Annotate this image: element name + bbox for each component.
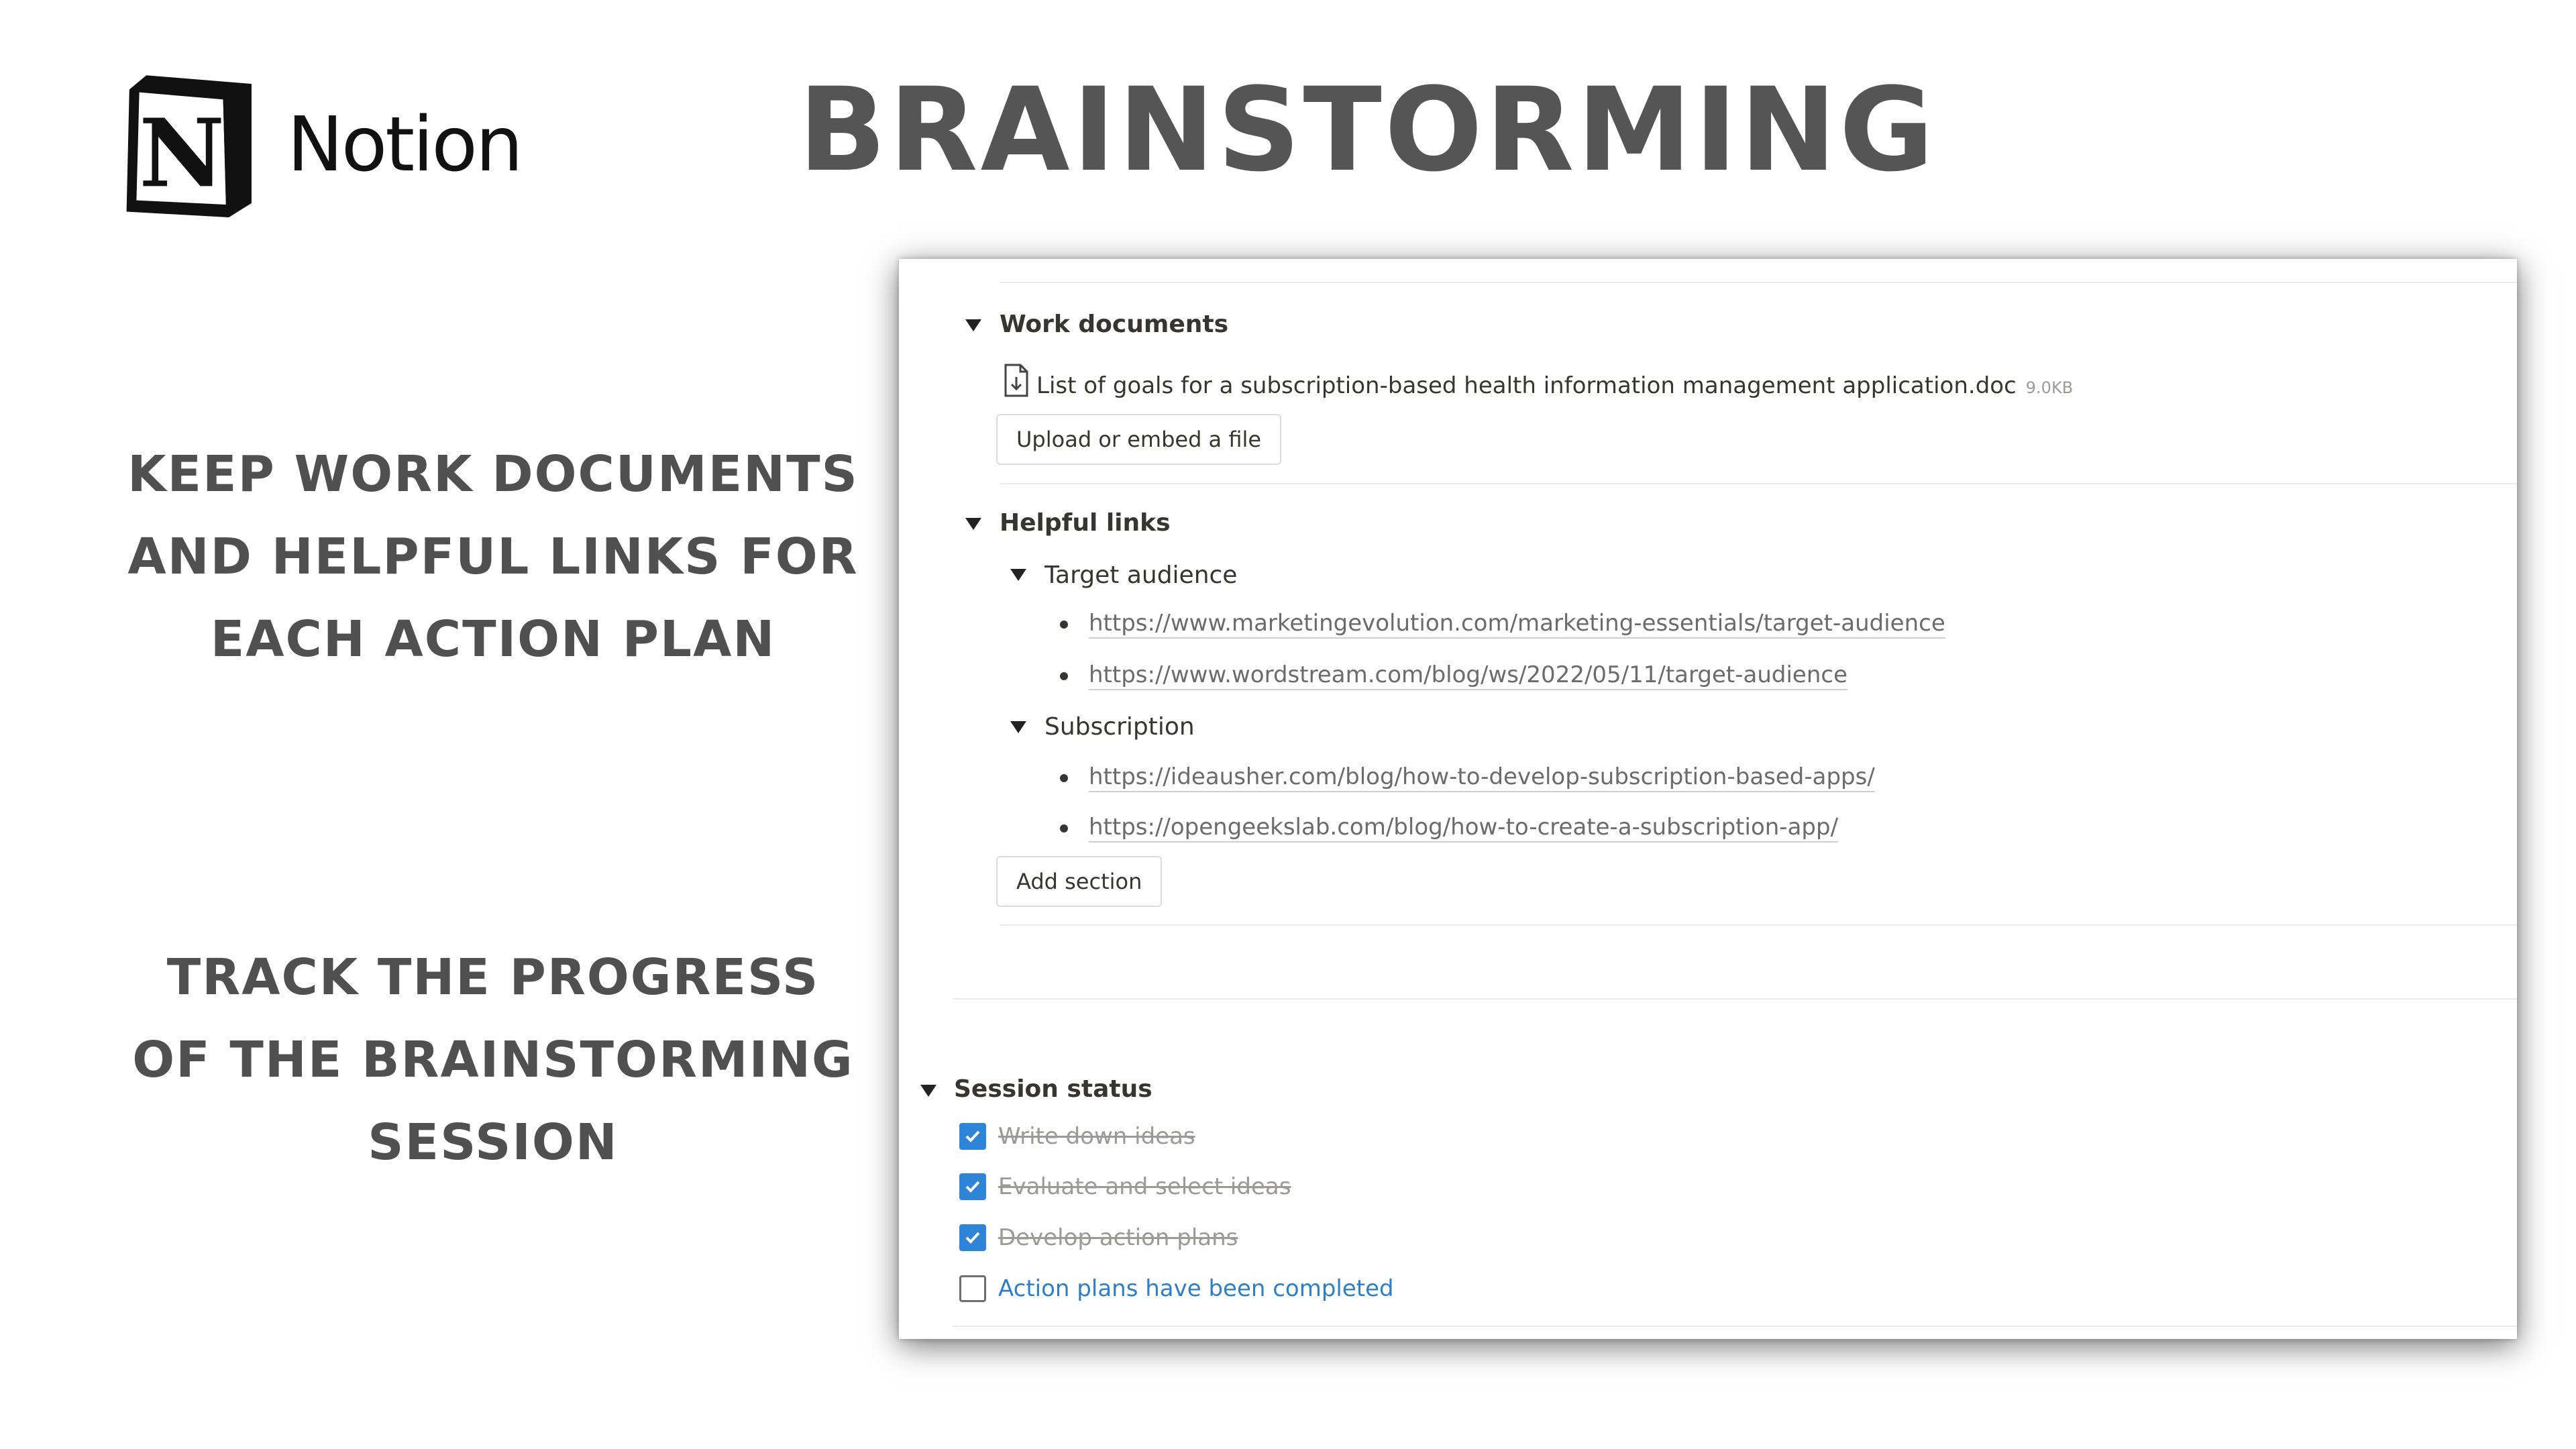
feature-line: SESSION: [368, 1114, 619, 1171]
todo-label: Evaluate and select ideas: [998, 1173, 1291, 1200]
bullet-dot: [1060, 774, 1068, 782]
add-section-button[interactable]: Add section: [996, 856, 1162, 907]
checkbox-unchecked[interactable]: [959, 1275, 986, 1302]
checkmark-icon: [963, 1127, 982, 1146]
link-subscription-2[interactable]: https://opengeekslab.com/blog/how-to-create-a-subscription-app/: [1089, 816, 1838, 843]
file-name: List of goals for a subscription-based health information management application.doc: [1036, 372, 2017, 399]
feature-line: KEEP WORK DOCUMENTS: [127, 445, 859, 503]
notion-logo-icon: [121, 72, 263, 217]
session-status-heading: Session status: [954, 1075, 1152, 1103]
notion-logo: [121, 72, 521, 217]
work-documents-heading: Work documents: [1000, 311, 1229, 338]
feature-line: OF THE BRAINSTORMING: [132, 1031, 854, 1089]
file-attachment[interactable]: [1003, 364, 2073, 397]
divider: [1000, 282, 2517, 283]
divider: [1000, 483, 2517, 484]
feature-line: EACH ACTION PLAN: [210, 610, 776, 668]
page-title: BRAINSTORMING: [798, 62, 1937, 197]
divider: [953, 998, 2517, 1000]
bullet-dot: [1060, 672, 1068, 680]
todo-item[interactable]: [959, 1123, 1195, 1150]
divider: [953, 1326, 2517, 1327]
todo-label: Action plans have been completed: [998, 1275, 1394, 1302]
upload-file-button[interactable]: Upload or embed a file: [996, 414, 1281, 465]
checkbox-checked[interactable]: [959, 1224, 986, 1251]
file-size: 9.0KB: [2025, 378, 2074, 397]
toggle-triangle-icon[interactable]: [964, 317, 983, 333]
todo-item[interactable]: [959, 1173, 1291, 1200]
app-name: Notion: [287, 101, 521, 189]
bullet-dot: [1060, 621, 1068, 629]
feature-description-documents: [107, 433, 879, 681]
feature-description-progress: [107, 936, 879, 1184]
feature-line: AND HELPFUL LINKS FOR: [127, 528, 859, 586]
divider: [1000, 924, 2517, 926]
toggle-triangle-icon[interactable]: [1009, 718, 1028, 735]
notion-page-screenshot: [899, 259, 2517, 1339]
toggle-triangle-icon[interactable]: [919, 1082, 938, 1098]
link-target-audience-2[interactable]: https://www.wordstream.com/blog/ws/2022/05/11/target-audience: [1089, 663, 1847, 690]
checkmark-icon: [963, 1177, 982, 1196]
todo-item[interactable]: [959, 1275, 1394, 1302]
todo-label: Develop action plans: [998, 1224, 1238, 1251]
file-icon: [1003, 364, 1030, 397]
checkmark-icon: [963, 1228, 982, 1247]
todo-item[interactable]: [959, 1224, 1238, 1251]
checkbox-checked[interactable]: [959, 1173, 986, 1200]
link-target-audience-1[interactable]: https://www.marketingevolution.com/marketing-essentials/target-audience: [1089, 612, 1945, 639]
toggle-triangle-icon[interactable]: [1009, 566, 1028, 582]
checkbox-checked[interactable]: [959, 1123, 986, 1150]
helpful-links-heading: Helpful links: [1000, 509, 1171, 537]
feature-line: TRACK THE PROGRESS: [166, 949, 820, 1006]
link-group-title: Target audience: [1044, 561, 1238, 589]
logo-letter: N: [139, 98, 225, 209]
link-group-title: Subscription: [1044, 713, 1195, 741]
link-subscription-1[interactable]: https://ideausher.com/blog/how-to-develop-subscription-based-apps/: [1089, 765, 1875, 792]
toggle-triangle-icon[interactable]: [964, 515, 983, 531]
todo-label: Write down ideas: [998, 1123, 1195, 1150]
bullet-dot: [1060, 824, 1068, 833]
